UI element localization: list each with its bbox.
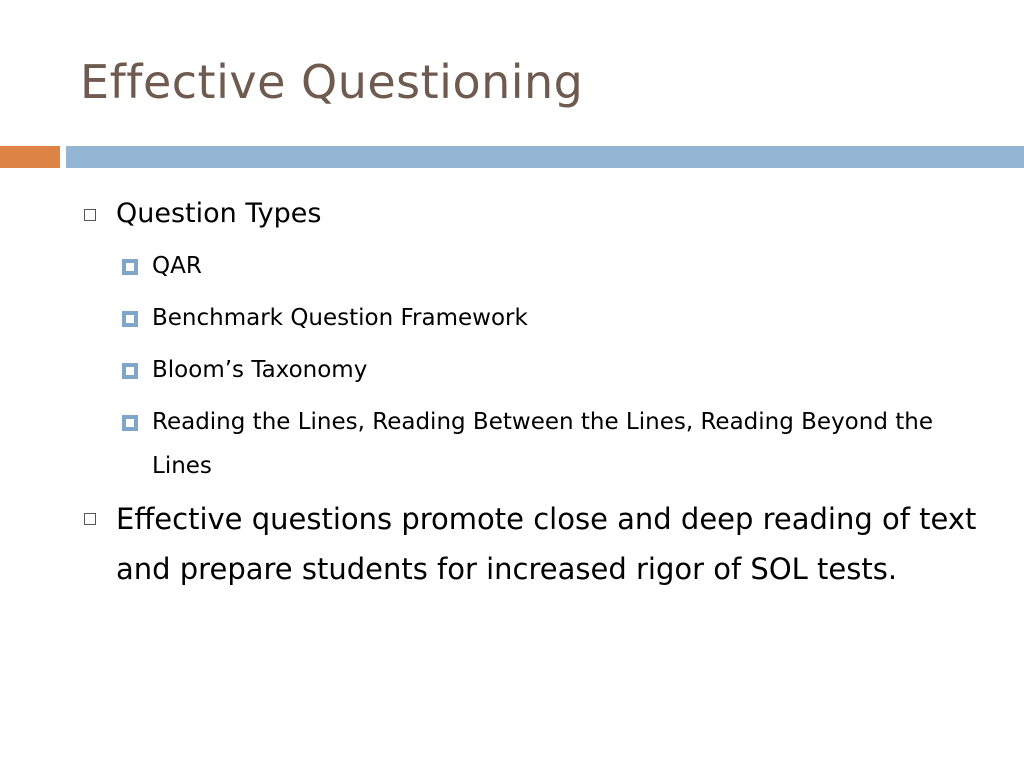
square-bullet-icon — [122, 259, 138, 275]
accent-bar-blue — [66, 146, 1024, 168]
sub-bullet-reading-lines — [118, 400, 980, 488]
slide-content — [80, 190, 980, 594]
square-bullet-icon — [122, 311, 138, 327]
sub-bullet-list — [118, 244, 980, 488]
bullet-question-types — [80, 190, 980, 238]
bullet-effective-questions — [80, 494, 980, 594]
sub-bullet-text: QAR — [152, 253, 202, 279]
hollow-square-bullet-icon — [84, 513, 96, 525]
bullet-text: Question Types — [116, 198, 322, 229]
sub-bullet-benchmark — [118, 296, 980, 340]
sub-bullet-text: Bloom’s Taxonomy — [152, 357, 368, 383]
sub-bullet-text: Reading the Lines, Reading Between the Lines, Reading Beyond the Lines — [152, 409, 933, 479]
sub-bullet-qar — [118, 244, 980, 288]
sub-bullet-text: Benchmark Question Framework — [152, 305, 528, 331]
hollow-square-bullet-icon — [84, 209, 96, 221]
sub-bullet-blooms — [118, 348, 980, 392]
accent-bar-orange — [0, 146, 60, 168]
bullet-text: Effective questions promote close and deep reading of text and prepare students for increased rigor of SOL tests. — [116, 502, 977, 586]
square-bullet-icon — [122, 363, 138, 379]
slide-title: Effective Questioning — [80, 55, 584, 109]
square-bullet-icon — [122, 415, 138, 431]
